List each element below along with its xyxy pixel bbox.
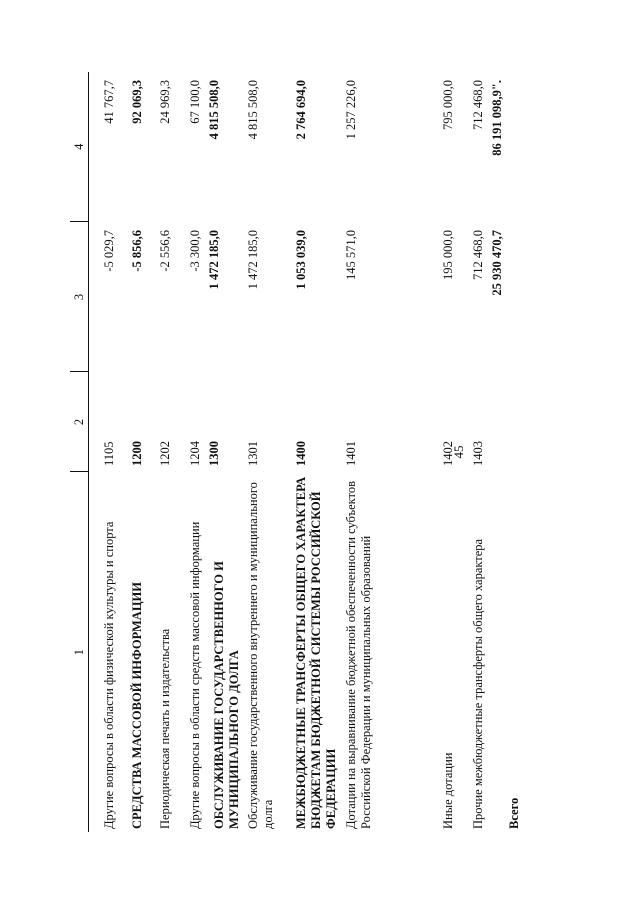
row-value-col4: 712 468,0 bbox=[471, 80, 485, 130]
row-value-col3: -5 856,6 bbox=[130, 230, 144, 272]
row-name: Периодическая печать и издательства bbox=[158, 628, 172, 829]
row-name: СРЕДСТВА МАССОВОЙ ИНФОРМАЦИИ bbox=[130, 581, 144, 829]
row-name: Обслуживание государственного внутреннего и муниципального долга bbox=[246, 482, 275, 829]
row-code: 1300 bbox=[207, 441, 221, 466]
rotated-table-container bbox=[70, 72, 521, 832]
page-number: 45 bbox=[451, 445, 466, 459]
table-row bbox=[119, 72, 147, 832]
table-row bbox=[147, 72, 175, 832]
header-col-3: 3 bbox=[70, 222, 89, 372]
table-row bbox=[458, 72, 488, 832]
row-value-col4: 2 764 694,0 bbox=[294, 80, 308, 140]
row-value-col3: -3 300,0 bbox=[188, 230, 202, 272]
table-row bbox=[205, 72, 244, 832]
row-code: 1301 bbox=[246, 441, 260, 466]
row-code: 1403 bbox=[471, 441, 485, 466]
row-value-col4: 24 969,3 bbox=[158, 80, 172, 124]
table-row bbox=[488, 72, 524, 832]
row-name: МЕЖБЮДЖЕТНЫЕ ТРАНСФЕРТЫ ОБЩЕГО ХАРАКТЕРА БЮДЖЕТАМ БЮДЖЕТНОЙ СИСТЕМЫ РОССИЙСКОЙ ФЕДЕРАЦИИ bbox=[294, 476, 338, 829]
table-row bbox=[398, 72, 458, 832]
row-name: Другие вопросы в области физической культуры и спорта bbox=[102, 521, 116, 829]
row-value-col3: 1 472 185,0 bbox=[246, 230, 260, 290]
row-value-col3: -2 556,6 bbox=[158, 230, 172, 272]
row-value-col3: 195 000,0 bbox=[441, 230, 455, 280]
table-row bbox=[175, 72, 205, 832]
row-name: Дотации на выравнивание бюджетной обеспеченности субъектов Российской Федерации и муниципальных образований bbox=[344, 481, 373, 829]
row-code: 1401 bbox=[344, 441, 358, 466]
table-header-row bbox=[70, 72, 89, 832]
row-code: 1402 bbox=[441, 441, 455, 466]
header-col-4: 4 bbox=[70, 72, 89, 222]
row-value-col4: 67 100,0 bbox=[188, 80, 202, 124]
row-value-col4: 795 000,0 bbox=[441, 80, 455, 130]
row-value-col3: 1 472 185,0 bbox=[207, 230, 221, 290]
row-code: 1204 bbox=[188, 441, 202, 466]
header-col-2: 2 bbox=[70, 372, 89, 472]
row-name: Прочие межбюджетные трансферты общего характера bbox=[471, 538, 485, 829]
row-value-col4: 41 767,7 bbox=[102, 80, 116, 124]
header-col-1: 1 bbox=[70, 472, 89, 832]
row-value-col3: 712 468,0 bbox=[471, 230, 485, 280]
budget-table bbox=[70, 72, 524, 832]
table-row bbox=[292, 72, 342, 832]
row-value-col3: -5 029,7 bbox=[102, 230, 116, 272]
row-code bbox=[488, 372, 524, 472]
row-name: Иные дотации bbox=[441, 752, 455, 829]
table-row bbox=[342, 72, 398, 832]
row-name: Всего bbox=[507, 797, 521, 829]
row-value-col4: 4 815 508,0 bbox=[246, 80, 260, 140]
row-code: 1200 bbox=[130, 441, 144, 466]
row-code: 1202 bbox=[158, 441, 172, 466]
row-value-col3: 1 053 039,0 bbox=[294, 230, 308, 290]
row-name: Другие вопросы в области средств массовой информации bbox=[188, 521, 202, 829]
table-row bbox=[244, 72, 292, 832]
row-value-col4: 1 257 226,0 bbox=[344, 80, 358, 140]
row-value-col3: 145 571,0 bbox=[344, 230, 358, 280]
table-row bbox=[89, 72, 120, 832]
row-value-col3: 25 930 470,7 bbox=[490, 230, 504, 296]
row-code: 1400 bbox=[294, 441, 308, 466]
row-name: ОБСЛУЖИВАНИЕ ГОСУДАРСТВЕННОГО И МУНИЦИПАЛЬНОГО ДОЛГА bbox=[212, 561, 241, 829]
row-value-col4: 86 191 098,9". bbox=[490, 80, 504, 156]
row-value-col4: 92 069,3 bbox=[130, 80, 144, 124]
row-code: 1105 bbox=[102, 441, 116, 466]
row-value-col4: 4 815 508,0 bbox=[207, 80, 221, 140]
